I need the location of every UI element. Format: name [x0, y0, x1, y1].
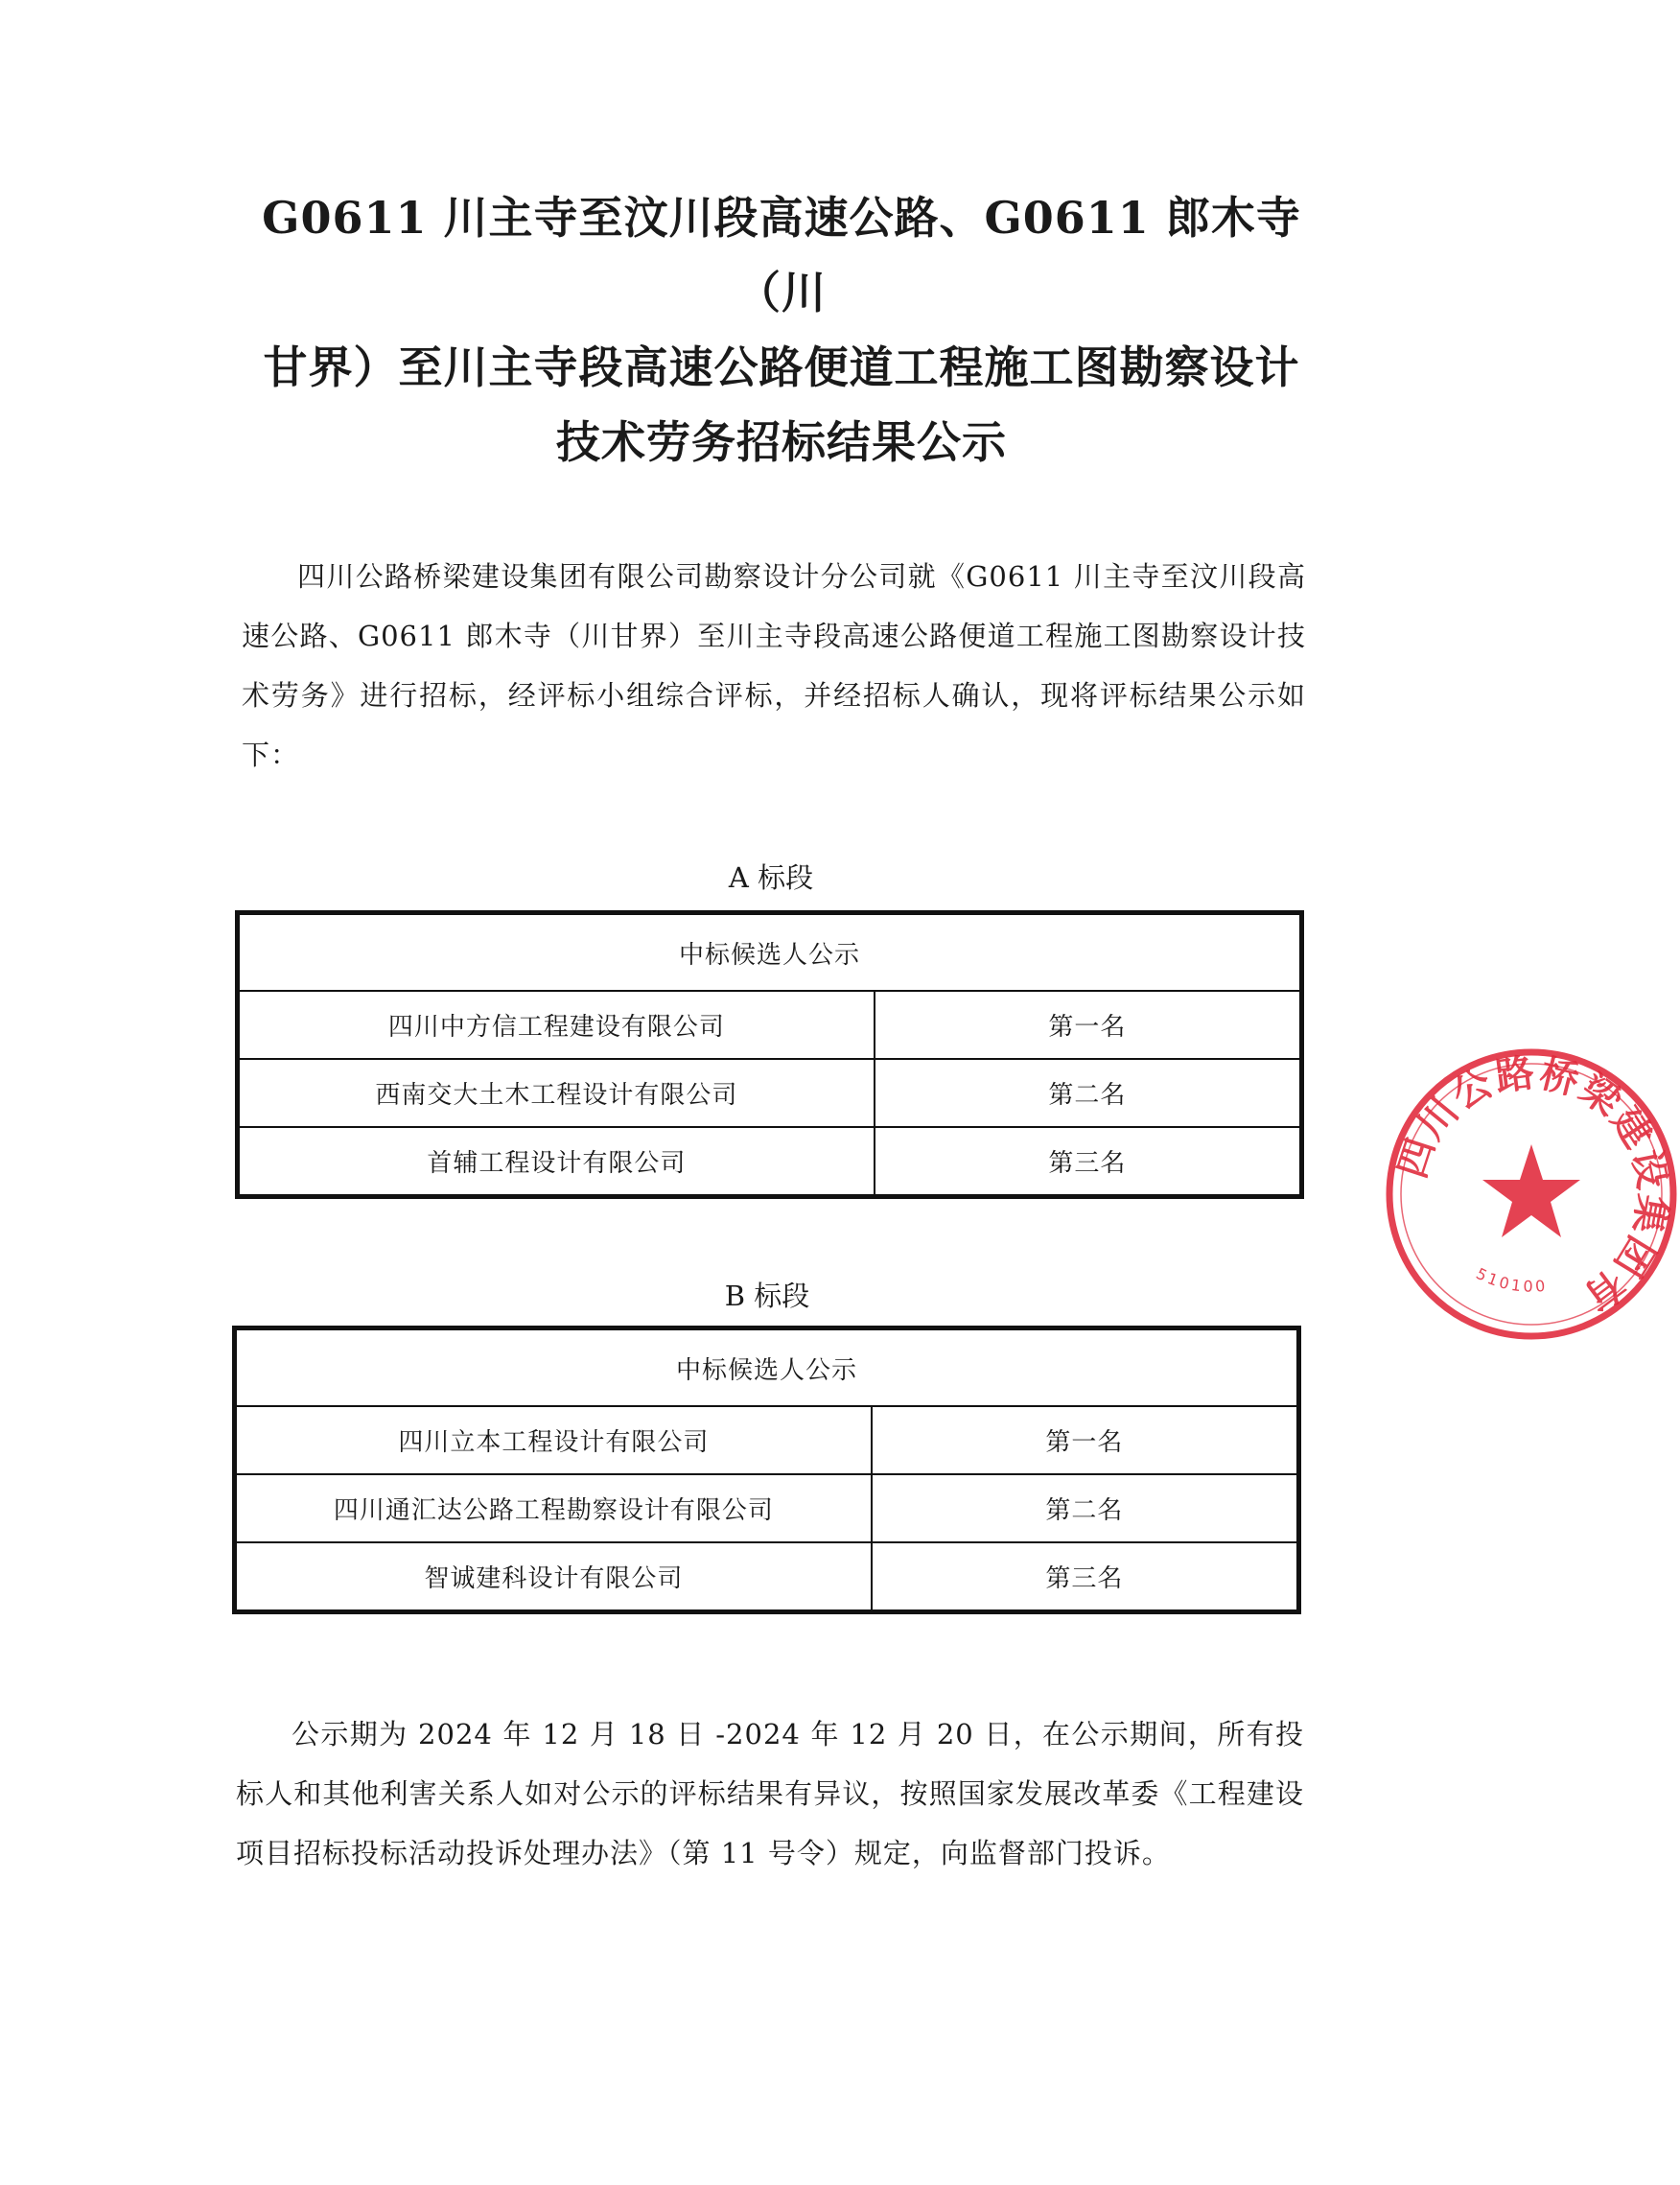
title-line-2: 甘界）至川主寺段高速公路便道工程施工图勘察设计: [263, 341, 1300, 393]
section-a-table: [235, 910, 1304, 1199]
seal-code: 510100: [1473, 1264, 1550, 1296]
table-row: [235, 1406, 1299, 1474]
section-b-label: B 标段: [724, 1280, 810, 1312]
company-cell: 西南交大土木工程设计有限公司: [238, 1059, 875, 1127]
table-row: [238, 991, 1302, 1059]
official-seal-icon: [1383, 1046, 1680, 1343]
company-cell: 智诚建科设计有限公司: [235, 1542, 872, 1612]
rank-cell: 第一名: [875, 991, 1302, 1059]
rank-cell: 第二名: [872, 1474, 1299, 1542]
seal-text: 四川公路桥梁建设集团有: [1388, 1049, 1676, 1321]
svg-text:510100: [1473, 1264, 1549, 1296]
table-row: [235, 1474, 1299, 1542]
intro-paragraph: 四川公路桥梁建设集团有限公司勘察设计分公司就《G0611 川主寺至汶川段高速公路、G0611 郎木寺（川甘界）至川主寺段高速公路便道工程施工图勘察设计技术劳务》进行招标，经评标小组综合评标，并经招标人确认，现将评标结果公示如下：: [242, 560, 1306, 771]
section-b-table: [232, 1326, 1301, 1614]
rank-cell: 第三名: [872, 1542, 1299, 1612]
table-row: [235, 1542, 1299, 1612]
rank-cell: 第一名: [872, 1406, 1299, 1474]
company-cell: 四川立本工程设计有限公司: [235, 1406, 872, 1474]
notice-paragraph: 公示期为 2024 年 12 月 18 日 -2024 年 12 月 20 日，在公示期间，所有投标人和其他利害关系人如对公示的评标结果有异议，按照国家发展改革委《工程建设项目招标投标活动投诉处理办法》（第 11 号令）规定，向监督部门投诉。: [236, 1718, 1304, 1869]
rank-cell: 第三名: [875, 1127, 1302, 1197]
seal-star-icon: [1482, 1144, 1580, 1237]
company-cell: 首辅工程设计有限公司: [238, 1127, 875, 1197]
table-row: [238, 1059, 1302, 1127]
section-a-label: A 标段: [728, 861, 814, 894]
document-title: [245, 180, 1318, 480]
table-row: [238, 1127, 1302, 1197]
rank-cell: 第二名: [875, 1059, 1302, 1127]
title-line-1: G0611 川主寺至汶川段高速公路、G0611 郎木寺（川: [262, 192, 1301, 318]
company-cell: 四川中方信工程建设有限公司: [238, 991, 875, 1059]
table-header: 中标候选人公示: [238, 913, 1302, 992]
title-line-3: 技术劳务招标结果公示: [556, 416, 1007, 468]
company-cell: 四川通汇达公路工程勘察设计有限公司: [235, 1474, 872, 1542]
table-header: 中标候选人公示: [235, 1328, 1299, 1407]
